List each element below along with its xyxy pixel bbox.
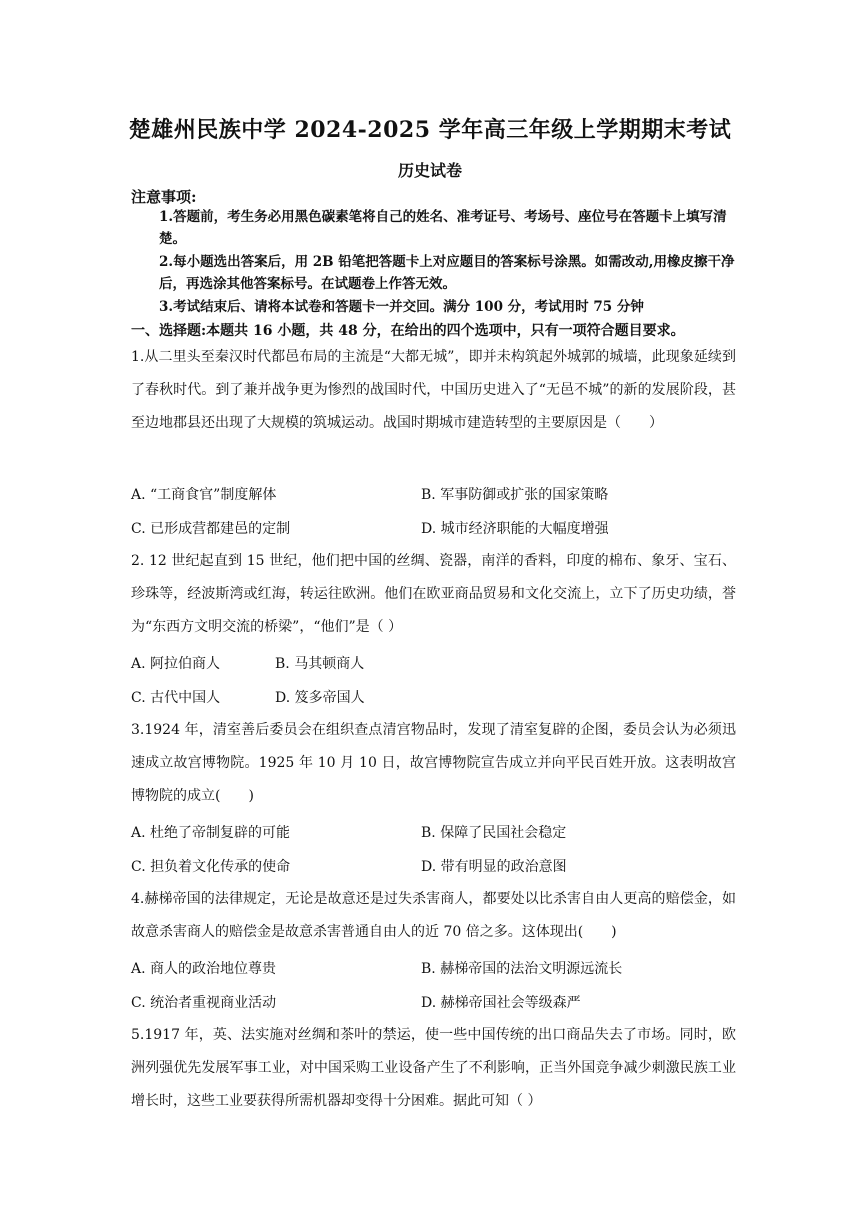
question-1-option-b: B. 军事防御或扩张的国家策略 (421, 487, 609, 503)
question-2-option-a: A. 阿拉伯商人 (131, 656, 221, 672)
section-heading-choice: 一、选择题:本题共 16 小题，共 48 分，在给出的四个选项中，只有一项符合题目要求。 (131, 323, 685, 339)
exam-subtitle: 历史试卷 (397, 161, 462, 180)
question-3-option-a: A. 杜绝了帝制复辟的可能 (131, 825, 291, 841)
notice-item-2-text: 2.每小题选出答案后，用 2B 铅笔把答题卡上对应题目的答案标号涂黑。如需改动,用橡皮擦干净后，再选涂其他答案标号。在试题卷上作答无效。 (159, 254, 735, 292)
question-3-option-c: C. 担负着文化传承的使命 (131, 859, 291, 875)
question-3-stem: 3.1924 年，清室善后委员会在组织查点清宫物品时，发现了清室复辟的企图，委员会认为必须迅速成立故宫博物院。1925 年 10 月 10 日，故宫博物院宣告成立并向平民百姓开放。这表明故宫博物院的成立( ) (131, 722, 736, 804)
notice-item-1 (131, 206, 736, 250)
question-2-option-c: C. 古代中国人 (131, 690, 221, 706)
question-4-option-d: D. 赫梯帝国社会等级森严 (421, 995, 581, 1011)
question-3-option-b: B. 保障了民国社会稳定 (421, 825, 567, 841)
notice-item-3-text: 3.考试结束后、请将本试卷和答题卡一并交回。满分 100 分，考试用时 75 分钟 (159, 299, 644, 315)
question-1-option-d: D. 城市经济职能的大幅度增强 (421, 521, 609, 537)
question-4-option-b: B. 赫梯帝国的法治文明源远流长 (421, 961, 623, 977)
question-2-option-b: B. 马其顿商人 (275, 656, 365, 672)
question-1-stem: 1.从二里头至秦汉时代都邑布局的主流是“大都无城”，即并未构筑起外城郭的城墙，此现象延续到了春秋时代。到了兼并战争更为惨烈的战国时代，中国历史进入了“无邑不城”的新的发展阶段，甚至边地郡县还出现了大规模的筑城运动。战国时期城市建造转型的主要原因是（ ） (131, 349, 736, 431)
notice-item-1-text: 1.答题前，考生务必用黑色碳素笔将自己的姓名、准考证号、考场号、座位号在答题卡上填写清楚。 (159, 209, 727, 247)
exam-title: 楚雄州民族中学 2024-2025 学年高三年级上学期期末考试 (128, 117, 732, 143)
question-4-option-c: C. 统治者重视商业活动 (131, 995, 277, 1011)
question-4-stem: 4.赫梯帝国的法律规定，无论是故意还是过失杀害商人，都要处以比杀害自由人更高的赔偿金，如故意杀害商人的赔偿金是故意杀害普通自由人的近 70 倍之多。这体现出( ) (131, 891, 736, 940)
question-3-option-d: D. 带有明显的政治意图 (421, 859, 567, 875)
question-5-stem: 5.1917 年，英、法实施对丝绸和茶叶的禁运，使一些中国传统的出口商品失去了市场。同时，欧洲列强优先发展军事工业，对中国采购工业设备产生了不利影响，正当外国竞争减少刺激民族工业增长时，这些工业要获得所需机器却变得十分困难。据此可知（ ） (131, 1027, 736, 1109)
notice-heading: 注意事项: (131, 188, 197, 206)
question-2-stem: 2. 12 世纪起直到 15 世纪，他们把中国的丝绸、瓷器，南洋的香料，印度的棉布、象牙、宝石、珍珠等，经波斯湾或红海，转运往欧洲。他们在欧亚商品贸易和文化交流上，立下了历史功绩，誉为“东西方文明交流的桥梁”，“他们”是（ ） (131, 553, 736, 635)
question-2-option-d: D. 笈多帝国人 (275, 690, 365, 706)
question-4-option-a: A. 商人的政治地位尊贵 (131, 961, 277, 977)
question-1-option-a: A. “工商食官”制度解体 (131, 487, 277, 503)
notice-item-2 (131, 251, 736, 295)
notice-item-3 (131, 296, 736, 318)
question-1-option-c: C. 已形成营都建邑的定制 (131, 521, 291, 537)
